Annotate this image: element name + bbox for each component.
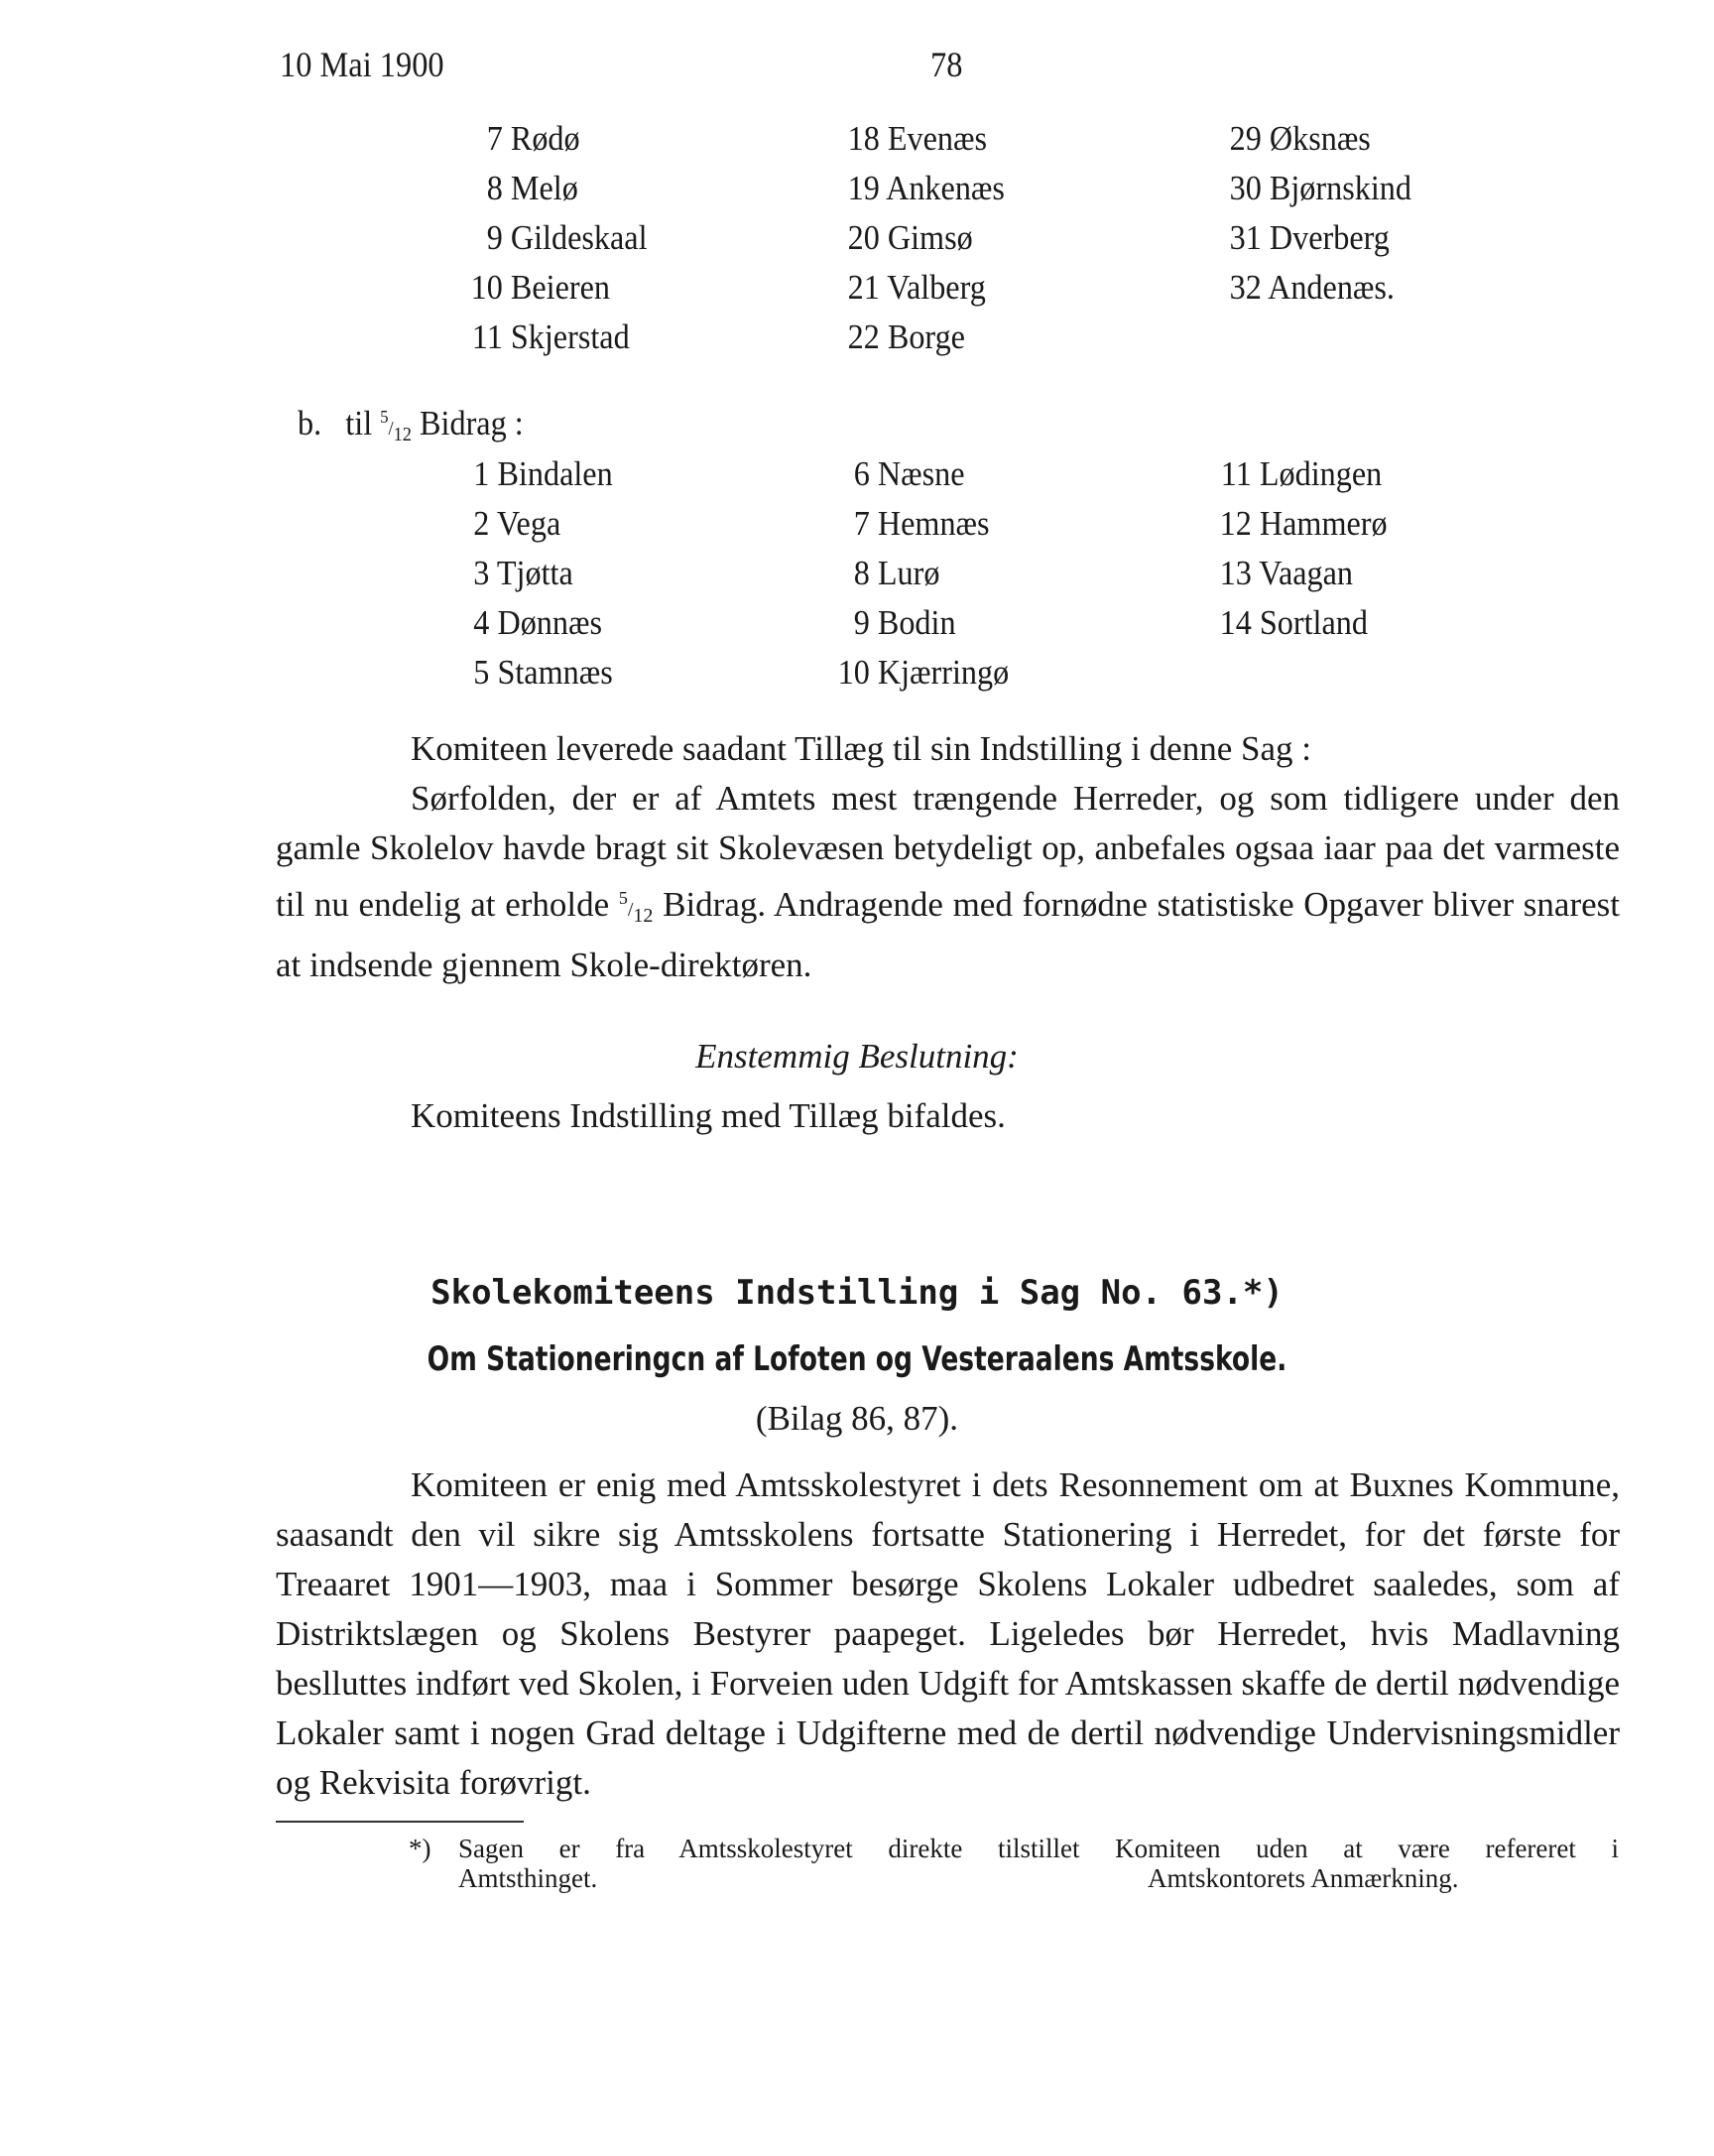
- list-item: 22 Borge: [847, 317, 965, 356]
- supplement-intro: Komiteen leverede saadant Tillæg til sin Indstilling i denne Sag :: [411, 729, 1311, 768]
- section-subtitle: Om Stationeringcn af Lofoten og Vesteraalens Amtsskole.: [427, 1339, 1287, 1379]
- list-item: 13 Vaagan: [1219, 554, 1354, 592]
- list-item: 11 Lødingen: [1220, 454, 1383, 493]
- page-number: 78: [930, 45, 963, 84]
- decision-heading: Enstemmig Beslutning:: [695, 1037, 1019, 1076]
- list-item: 2 Vega: [473, 504, 561, 543]
- footnote-line2-right: Amtskontorets Anmærkning.: [1148, 1863, 1459, 1893]
- list-item: 32 Andenæs.: [1229, 268, 1395, 307]
- list-item: 7 Hemnæs: [853, 504, 990, 543]
- list-item: 6 Næsne: [853, 454, 965, 493]
- footnote-divider: [276, 1821, 524, 1823]
- appendix-reference: (Bilag 86, 87).: [755, 1399, 959, 1438]
- list-item: 9 Gildeskaal: [486, 218, 648, 257]
- list-item: 29 Øksnæs: [1229, 119, 1371, 158]
- page-date: 10 Mai 1900: [280, 45, 444, 84]
- list-item: 10 Beieren: [470, 268, 610, 307]
- footnote-marker: *): [409, 1834, 431, 1863]
- section-title: Skolekomiteens Indstilling i Sag No. 63.*): [430, 1273, 1284, 1313]
- list-item: 31 Dverberg: [1229, 218, 1390, 257]
- list-item: 19 Ankenæs: [847, 169, 1005, 207]
- list-item: 8 Lurø: [853, 554, 940, 592]
- section-body: Komiteen er enig med Amtsskolestyret i dets Resonnement om at Buxnes Kommune, saasandt den vil sikre sig Amtsskolens fortsatte Stationering i Herredet, for det første for Treaaret 1901—1903, maa i Sommer besørge Skolens Lokaler udbedret saaledes, som af Distriktslægen og Skolens Bestyrer paapeget. Ligeledes bør Herredet, hvis Madlavning beslluttes indført ved Skolen, i Forveien uden Udgift for Amtskassen skaffe de dertil nødvendige Lokaler samt i nogen Grad deltage i Udgifterne med de dertil nødvendige Undervisningsmidler og Rekvisita forøvrigt.: [276, 1465, 1620, 1802]
- list-item: 10 Kjærringø: [837, 653, 1010, 692]
- fraction: $^5/_{12}$: [618, 888, 654, 927]
- list-item: 3 Tjøtta: [473, 554, 573, 592]
- list-item: 1 Bindalen: [473, 454, 613, 493]
- list-item: 8 Melø: [486, 169, 578, 207]
- list-item: 5 Stamnæs: [473, 653, 613, 692]
- list-b-label: b. til $^5/_{12}$ Bidrag :: [298, 404, 524, 445]
- list-item: 12 Hammerø: [1219, 504, 1388, 543]
- list-item: 9 Bodin: [853, 603, 956, 642]
- list-item: 21 Valberg: [847, 268, 986, 307]
- supplement-body: Sørfolden, der er af Amtets mest trængende Herreder, og som tidligere under den gamle Skolelov havde bragt sit Skolevæsen betydeligt op, anbefales ogsaa iaar paa det varmeste til nu endelig at erholde $^5/_{12}$ Bidrag. Andragende med fornødne statistiske Opgaver bliver snarest at indsende gjennem Skole-direktøren.: [276, 779, 1620, 984]
- list-item: 7 Rødø: [486, 119, 580, 158]
- footnote-line1: Sagen er fra Amtsskolestyret direkte tilstillet Komiteen uden at være refereret i: [458, 1834, 1619, 1863]
- list-item: 30 Bjørnskind: [1229, 169, 1411, 207]
- list-item: 20 Gimsø: [847, 218, 973, 257]
- list-item: 18 Evenæs: [847, 119, 988, 158]
- list-item: 4 Dønnæs: [473, 603, 603, 642]
- list-item: 11 Skjerstad: [471, 317, 630, 356]
- fraction: $^5/_{12}$: [380, 407, 412, 445]
- decision-text: Komiteens Indstilling med Tillæg bifaldes.: [411, 1096, 1006, 1135]
- list-item: 14 Sortland: [1219, 603, 1368, 642]
- footnote-line2-left: Amtsthinget.: [458, 1863, 598, 1893]
